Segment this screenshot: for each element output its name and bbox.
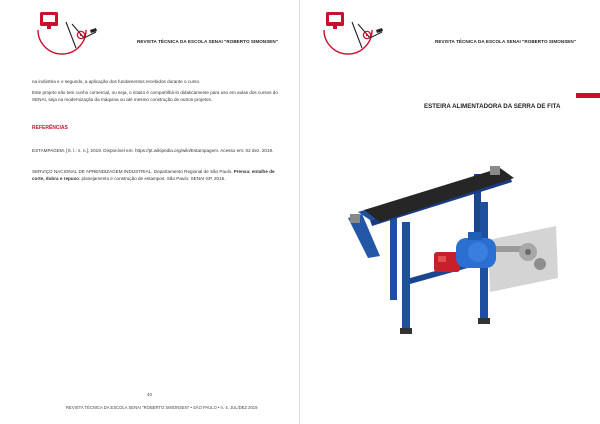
senai-logo-icon — [36, 4, 104, 56]
senai-logo-icon — [322, 4, 390, 56]
magazine-header: REVISTA TÉCNICA DA ESCOLA SENAI "ROBERTO SIMONSEN" — [137, 39, 279, 44]
body-paragraph: na indústria e o segundo, a aplicação dos fundamentos recebidos durante o curso. — [32, 79, 201, 84]
reference-intro: SERVIÇO NACIONAL DE APRENDIZAGEM INDUSTRIAL. Departamento Regional de São Paulo. — [32, 169, 233, 174]
reference-item: ESTAMPAGEM. [S. l.: s. n.], 2019. Disponível em: https://pt.wikipedia.org/wiki/Estampagem. Acesso em: 02 dez. 2019. — [32, 148, 274, 153]
magazine-header: REVISTA TÉCNICA DA ESCOLA SENAI "ROBERTO SIMONSEN" — [435, 39, 577, 44]
article-title: ESTEIRA ALIMENTADORA DA SERRA DE FITA — [424, 103, 561, 110]
page-number: 40 — [147, 392, 152, 397]
references-heading: REFERÊNCIAS — [32, 125, 68, 131]
page-footer: REVISTA TÉCNICA DA ESCOLA SENAI "ROBERTO SIMONSEN" • SÃO PAULO • n. 4, JUL/DEZ 2019 — [66, 405, 258, 410]
right-page — [300, 0, 600, 424]
reference-rest: : planejamento e construção de estampos. São Paulo: SENAI-SP, 2016. — [78, 175, 226, 181]
conveyor-machine-image — [328, 160, 568, 345]
reference-item — [32, 169, 280, 182]
body-paragraph: Este projeto não tem cunho comercial, ou seja, o intuito é compartilhá-lo didaticamente para uso em aulas dos cursos do SENAI, seja na modernização da máquina ou até mesmo construção de outros projetos. — [32, 90, 278, 102]
title-accent-bar — [576, 93, 600, 98]
reference-title: Prensa: entalhe de corte, dobra e repuxo — [32, 169, 275, 181]
